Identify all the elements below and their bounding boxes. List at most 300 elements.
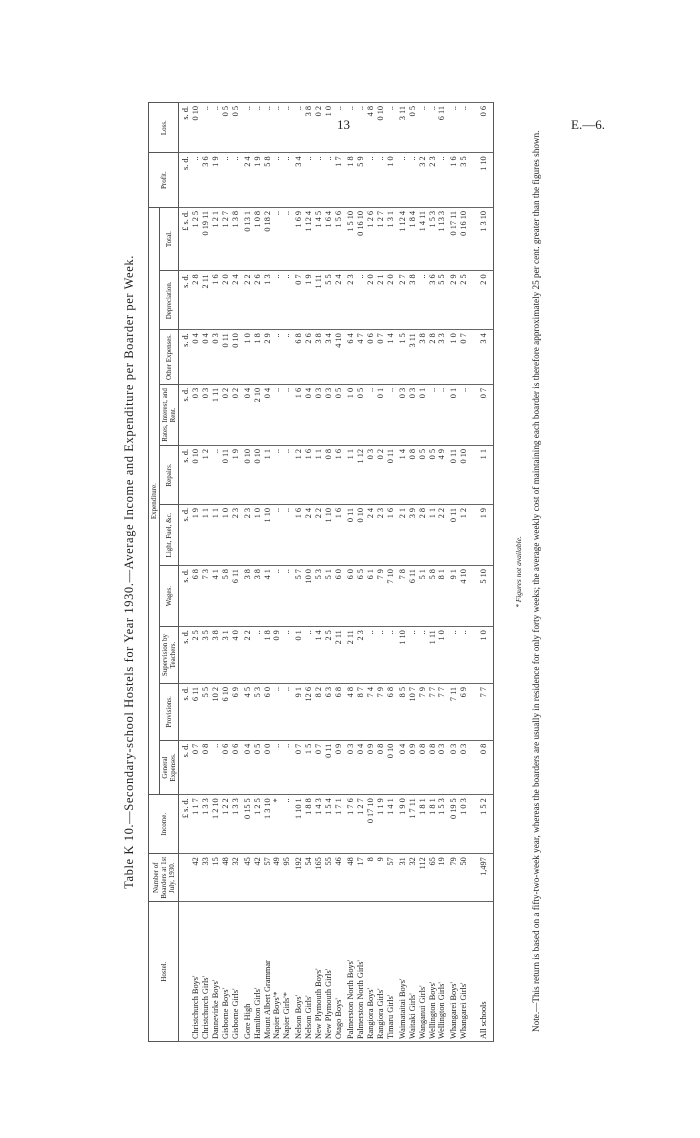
value-cell: 1 8 4 <box>408 207 418 270</box>
value-cell: 1 1 <box>211 504 221 565</box>
value-cell: .. <box>376 627 386 684</box>
hostel-name-cell: All schools <box>469 902 493 1042</box>
header-other: Other Expenses. <box>160 330 179 385</box>
table-row <box>292 103 304 1042</box>
table-row <box>376 103 386 1042</box>
value-cell: 0 11 <box>221 445 231 504</box>
value-cell: 0 5 <box>231 103 241 153</box>
table-row <box>221 103 231 1042</box>
value-cell: 2 10 <box>253 384 263 445</box>
value-cell: 1 6 <box>304 445 314 504</box>
value-cell: 0 1 <box>418 384 428 445</box>
hostel-table <box>148 102 494 1042</box>
value-cell: .. <box>282 153 292 208</box>
value-cell: .. <box>282 683 292 740</box>
value-cell: 0 7 <box>292 271 304 330</box>
value-cell: 17 <box>356 854 366 902</box>
table-row <box>386 103 396 1042</box>
value-cell: 1 10 <box>396 627 408 684</box>
value-cell: 8 2 <box>314 683 324 740</box>
value-cell: 0 4 <box>396 740 408 795</box>
value-cell: 1 8 8 <box>304 795 314 854</box>
value-cell: 0 11 <box>324 740 334 795</box>
value-cell: 0 8 <box>376 740 386 795</box>
value-cell: 0 5 <box>408 103 418 153</box>
table-row <box>366 103 376 1042</box>
value-cell: 0 4 <box>241 384 253 445</box>
hostel-name-cell: Napier Girls'* <box>282 902 292 1042</box>
hostel-name-cell: Waitaki Girls' <box>408 902 418 1042</box>
hostel-name-cell: Gisborne Girls' <box>231 902 241 1042</box>
value-cell: .. <box>447 627 459 684</box>
value-cell: .. <box>324 153 334 208</box>
figures-footnote: * Figures not available. <box>514 536 523 608</box>
table-row <box>253 103 263 1042</box>
value-cell: 2 2 <box>241 627 253 684</box>
value-cell: 2 1 <box>396 504 408 565</box>
value-cell: 7 9 <box>376 683 386 740</box>
value-cell: 3 11 <box>408 330 418 385</box>
value-cell: 165 <box>314 854 324 902</box>
value-cell: 1 3 1 <box>386 207 396 270</box>
value-cell: 6 9 <box>459 683 469 740</box>
value-cell: .. <box>272 271 282 330</box>
value-cell: 6 9 <box>231 683 241 740</box>
value-cell: 1 8 1 <box>428 795 438 854</box>
value-cell: 5 8 <box>263 153 273 208</box>
value-cell: .. <box>334 103 344 153</box>
value-cell: 3 8 <box>304 103 314 153</box>
value-cell: 3 8 <box>211 627 221 684</box>
value-cell: £ s. d. <box>179 207 191 270</box>
value-cell: 2 3 <box>428 153 438 208</box>
value-cell: 1 10 <box>324 504 334 565</box>
value-cell: 49 <box>272 854 282 902</box>
value-cell: 1 0 <box>469 627 493 684</box>
header-profit: Profit. <box>149 153 179 208</box>
hostel-name-cell: Hamilton Girls' <box>253 902 263 1042</box>
value-cell: 1 10 <box>263 504 273 565</box>
value-cell: 1 4 1 <box>386 795 396 854</box>
value-cell: .. <box>272 103 282 153</box>
page-number: 13 <box>337 117 350 132</box>
value-cell: s. d. <box>179 445 191 504</box>
value-cell: 0 2 <box>231 384 241 445</box>
value-cell: 1 2 <box>292 445 304 504</box>
value-cell: .. <box>211 445 221 504</box>
value-cell: .. <box>356 271 366 330</box>
value-cell: 1 13 3 <box>437 207 447 270</box>
value-cell: .. <box>211 740 221 795</box>
value-cell: .. <box>408 627 418 684</box>
value-cell: .. <box>253 103 263 153</box>
table-row <box>418 103 428 1042</box>
value-cell: 1 12 <box>356 445 366 504</box>
value-cell: 0 19 5 <box>447 795 459 854</box>
value-cell: 0 18 2 <box>263 207 273 270</box>
value-cell: 1 2 10 <box>211 795 221 854</box>
value-cell: 1 0 <box>221 504 231 565</box>
value-cell: 6 0 <box>344 566 356 627</box>
value-cell: 0 4 <box>304 384 314 445</box>
value-cell: 1 2 5 <box>191 207 201 270</box>
value-cell: 1 7 11 <box>408 795 418 854</box>
value-cell: 0 1 <box>292 627 304 684</box>
value-cell: 0 8 <box>428 740 438 795</box>
value-cell: 2 0 <box>221 271 231 330</box>
hostel-name-cell: Whangarei Girls' <box>459 902 469 1042</box>
value-cell: 1 1 <box>428 504 438 565</box>
value-cell: s. d. <box>179 271 191 330</box>
value-cell: 31 <box>396 854 408 902</box>
value-cell: .. <box>263 103 273 153</box>
header-depreciation: Depreciation. <box>160 271 179 330</box>
value-cell: 5 3 <box>314 566 324 627</box>
value-cell: 4 9 <box>437 445 447 504</box>
value-cell: 2 2 <box>314 504 324 565</box>
hostel-name-cell: Nelson Boys' <box>292 902 304 1042</box>
value-cell: 4 1 <box>263 566 273 627</box>
value-cell: 3 8 <box>241 566 253 627</box>
value-cell: 0 5 <box>418 445 428 504</box>
value-cell: .. <box>272 566 282 627</box>
table-row <box>334 103 344 1042</box>
value-cell: 48 <box>221 854 231 902</box>
value-cell: .. <box>272 740 282 795</box>
value-cell: 1 0 <box>241 330 253 385</box>
value-cell: s. d. <box>179 683 191 740</box>
value-cell: 6 10 <box>221 683 231 740</box>
value-cell: 3 4 <box>469 330 493 385</box>
hostel-name-cell: Otago Boys' <box>334 902 344 1042</box>
value-cell: 95 <box>282 854 292 902</box>
value-cell: .. <box>447 103 459 153</box>
table-row <box>396 103 408 1042</box>
value-cell: 46 <box>334 854 344 902</box>
value-cell: 1 6 <box>386 504 396 565</box>
value-cell: 1 3 3 <box>231 795 241 854</box>
value-cell: 4 1 <box>211 566 221 627</box>
value-cell: 1 12 4 <box>304 207 314 270</box>
value-cell: 0 6 <box>231 740 241 795</box>
value-cell: .. <box>386 627 396 684</box>
value-cell: 0 0 <box>263 740 273 795</box>
value-cell: 2 3 <box>241 504 253 565</box>
value-cell: 2 3 <box>376 504 386 565</box>
value-cell: 1 10 <box>469 153 493 208</box>
value-cell: 0 13 1 <box>241 207 253 270</box>
hostel-name-cell: Waimataitai Boys' <box>396 902 408 1042</box>
value-cell: .. <box>366 384 376 445</box>
value-cell: 2 11 <box>334 627 344 684</box>
hostel-name-cell: Christchurch Girls' <box>201 902 211 1042</box>
value-cell: .. <box>459 384 469 445</box>
value-cell: 45 <box>241 854 253 902</box>
value-cell: 0 9 <box>272 627 282 684</box>
value-cell: 0 8 <box>408 445 418 504</box>
value-cell: 0 7 <box>376 330 386 385</box>
value-cell: .. <box>437 153 447 208</box>
value-cell: 3 1 <box>221 627 231 684</box>
value-cell: 3 5 <box>201 627 211 684</box>
value-cell: 0 5 <box>356 384 366 445</box>
value-cell: 2 4 <box>241 153 253 208</box>
value-cell: 6 4 <box>344 330 356 385</box>
value-cell: 2 9 <box>447 271 459 330</box>
table-note: Note.—This return is based on a fifty-two-week year, whereas the boarders are usually in residence for only forty weeks; the average weekly cost of maintaining each boarder is therefore approximately 25 per cent. greater than the figures shown. <box>531 130 541 1032</box>
table-row <box>314 103 324 1042</box>
table-row <box>304 103 314 1042</box>
value-cell: 32 <box>231 854 241 902</box>
value-cell: 7 7 <box>428 683 438 740</box>
value-cell: 5 7 <box>292 566 304 627</box>
value-cell: 0 5 <box>253 740 263 795</box>
value-cell: 0 3 <box>396 384 408 445</box>
value-cell: 6 8 <box>292 330 304 385</box>
value-cell: .. <box>376 153 386 208</box>
value-cell: 1 4 3 <box>314 795 324 854</box>
value-cell: 1 0 <box>253 504 263 565</box>
value-cell: 2 7 <box>396 271 408 330</box>
value-cell: 3 4 <box>324 330 334 385</box>
hostel-name-cell: Rangiora Girls' <box>376 902 386 1042</box>
value-cell: 1 9 <box>253 153 263 208</box>
value-cell: 2 3 <box>344 271 356 330</box>
value-cell: 7 7 <box>469 683 493 740</box>
value-cell: 3 9 <box>408 504 418 565</box>
value-cell: 6 8 <box>334 683 344 740</box>
value-cell: 0 7 <box>314 740 324 795</box>
value-cell: 6 11 <box>191 683 201 740</box>
value-cell: 2 8 <box>418 504 428 565</box>
hostel-name-cell: Palmerston North Boys' <box>344 902 356 1042</box>
value-cell: .. <box>272 153 282 208</box>
value-cell: 2 2 <box>437 504 447 565</box>
header-provisions: Provisions. <box>160 683 179 740</box>
table-row <box>356 103 366 1042</box>
rotated-table-region <box>122 72 552 1072</box>
value-cell: 57 <box>263 854 273 902</box>
value-cell: 2 2 <box>241 271 253 330</box>
value-cell: 1 8 <box>263 627 273 684</box>
value-cell: 7 3 <box>201 566 211 627</box>
value-cell: 1 5 6 <box>334 207 344 270</box>
value-cell: 0 3 <box>408 384 418 445</box>
value-cell: 1 6 9 <box>292 207 304 270</box>
value-cell: 1 11 <box>428 627 438 684</box>
value-cell: 6 0 <box>334 566 344 627</box>
value-cell: 1 5 4 <box>324 795 334 854</box>
value-cell: 1 3 8 <box>231 207 241 270</box>
value-cell: 6 11 <box>231 566 241 627</box>
value-cell: 1 9 0 <box>396 795 408 854</box>
value-cell: 1 5 3 <box>428 207 438 270</box>
value-cell: 1 5 <box>396 330 408 385</box>
value-cell: .. <box>282 795 292 854</box>
value-cell: 0 4 <box>263 384 273 445</box>
header-income: Income. <box>149 795 179 854</box>
value-cell: 2 1 <box>376 271 386 330</box>
value-cell: .. <box>282 740 292 795</box>
value-cell: 0 2 <box>314 103 324 153</box>
value-cell: 0 1 <box>447 384 459 445</box>
value-cell: 5 9 <box>356 153 366 208</box>
value-cell: .. <box>418 627 428 684</box>
header-light: Light, Fuel, &c. <box>160 504 179 565</box>
value-cell: 3 4 <box>292 153 304 208</box>
value-cell: 1 0 <box>447 330 459 385</box>
value-cell: 0 4 <box>356 740 366 795</box>
value-cell: 0 6 <box>366 330 376 385</box>
value-cell: 1 5 <box>304 740 314 795</box>
value-cell: .. <box>459 103 469 153</box>
table-row <box>263 103 273 1042</box>
value-cell: 0 8 <box>201 740 211 795</box>
value-cell: s. d. <box>179 566 191 627</box>
value-cell: 7 10 <box>386 566 396 627</box>
value-cell: 0 11 <box>386 445 396 504</box>
value-cell: 1 9 <box>469 504 493 565</box>
hostel-name-cell: Napier Boys'* <box>272 902 282 1042</box>
value-cell: .. <box>282 103 292 153</box>
value-cell: 2 0 <box>386 271 396 330</box>
value-cell: s. d. <box>179 103 191 153</box>
value-cell: 0 10 <box>253 445 263 504</box>
value-cell: 1 3 <box>263 271 273 330</box>
value-cell: 7 8 <box>396 566 408 627</box>
value-cell: 7 9 <box>418 683 428 740</box>
value-cell: s. d. <box>179 740 191 795</box>
value-cell: 0 9 <box>366 740 376 795</box>
value-cell: 9 1 <box>292 683 304 740</box>
value-cell: 3 2 <box>418 153 428 208</box>
value-cell: 1,497 <box>469 854 493 902</box>
value-cell: 8 7 <box>356 683 366 740</box>
value-cell: .. <box>191 153 201 208</box>
hostel-name-cell: Whangarei Boys' <box>447 902 459 1042</box>
value-cell: 1 1 <box>314 445 324 504</box>
table-row <box>201 103 211 1042</box>
header-general: General Expenses. <box>160 740 179 795</box>
header-boarders: Number of Boarders at 1st July, 1930. <box>149 854 179 902</box>
table-row <box>344 103 356 1042</box>
value-cell: .. <box>292 103 304 153</box>
header-expenditure: Expenditure. <box>149 207 160 794</box>
value-cell: 0 7 <box>469 384 493 445</box>
value-cell: s. d. <box>179 330 191 385</box>
value-cell: 2 0 <box>469 271 493 330</box>
value-cell: 1 10 1 <box>292 795 304 854</box>
value-cell: 5 8 <box>221 566 231 627</box>
value-cell: 2 8 <box>191 271 201 330</box>
value-cell: 1 9 <box>191 504 201 565</box>
value-cell: 0 3 <box>324 384 334 445</box>
value-cell: 5 5 <box>324 271 334 330</box>
value-cell: 1 1 <box>344 445 356 504</box>
value-cell: 1 2 7 <box>376 207 386 270</box>
value-cell: 1 7 6 <box>344 795 356 854</box>
value-cell: .. <box>437 384 447 445</box>
value-cell: 0 7 <box>191 740 201 795</box>
value-cell: .. <box>272 504 282 565</box>
value-cell: 1 6 4 <box>324 207 334 270</box>
header-rates: Rates, Interest, and Rent. <box>160 384 179 445</box>
value-cell: s. d. <box>179 153 191 208</box>
value-cell: * <box>272 795 282 854</box>
value-cell: 2 11 <box>201 271 211 330</box>
value-cell: 1 5 2 <box>469 795 493 854</box>
value-cell: 1 0 <box>386 153 396 208</box>
table-row <box>211 103 221 1042</box>
value-cell: 2 3 <box>231 504 241 565</box>
value-cell: 3 11 <box>396 103 408 153</box>
header-wages: Wages. <box>160 566 179 627</box>
value-cell: 0 10 <box>376 103 386 153</box>
value-cell: .. <box>272 384 282 445</box>
value-cell: 8 1 <box>437 566 447 627</box>
value-cell: 42 <box>191 854 201 902</box>
value-cell: 1 9 <box>211 153 221 208</box>
value-cell: 1 1 <box>201 504 211 565</box>
value-cell: 2 11 <box>344 627 356 684</box>
value-cell: 0 3 <box>437 740 447 795</box>
table-row <box>437 103 447 1042</box>
hostel-name-cell: New Plymouth Girls' <box>324 902 334 1042</box>
value-cell: s. d. <box>179 627 191 684</box>
hostel-name-cell: Mount Albert Grammar <box>263 902 273 1042</box>
value-cell: 0 10 <box>191 103 201 153</box>
value-cell: .. <box>304 627 314 684</box>
value-cell: .. <box>241 103 253 153</box>
value-cell: .. <box>201 103 211 153</box>
value-cell: 0 10 <box>459 445 469 504</box>
value-cell: 0 5 <box>221 103 231 153</box>
value-cell: .. <box>282 504 292 565</box>
value-cell: .. <box>282 271 292 330</box>
value-cell: 0 7 <box>459 330 469 385</box>
value-cell <box>179 854 191 902</box>
value-cell: 0 9 <box>408 740 418 795</box>
value-cell: 1 2 7 <box>221 207 231 270</box>
value-cell: .. <box>231 153 241 208</box>
value-cell: 2 4 <box>304 504 314 565</box>
value-cell: 57 <box>386 854 396 902</box>
table-row <box>231 103 241 1042</box>
hostel-name-cell: Rangiora Boys' <box>366 902 376 1042</box>
value-cell: 2 4 <box>334 271 344 330</box>
value-cell: 55 <box>324 854 334 902</box>
value-cell: 10 7 <box>408 683 418 740</box>
value-cell: 5 1 <box>324 566 334 627</box>
value-cell: 0 7 <box>292 740 304 795</box>
value-cell: s. d. <box>179 504 191 565</box>
value-cell: 4 5 <box>241 683 253 740</box>
value-cell: 65 <box>428 854 438 902</box>
hostel-name-cell: Wellington Boys' <box>428 902 438 1042</box>
value-cell: 1 0 3 <box>459 795 469 854</box>
hostel-name-cell: Gisborne Boys' <box>221 902 231 1042</box>
value-cell: .. <box>428 103 438 153</box>
value-cell: 1 1 9 <box>376 795 386 854</box>
value-cell: .. <box>366 627 376 684</box>
value-cell: 5 5 <box>437 271 447 330</box>
value-cell: .. <box>282 384 292 445</box>
value-cell: 1 0 <box>344 384 356 445</box>
value-cell: 3 8 <box>253 566 263 627</box>
value-cell: £ s. d. <box>179 795 191 854</box>
value-cell: 4 0 <box>231 627 241 684</box>
value-cell: 2 4 <box>231 271 241 330</box>
